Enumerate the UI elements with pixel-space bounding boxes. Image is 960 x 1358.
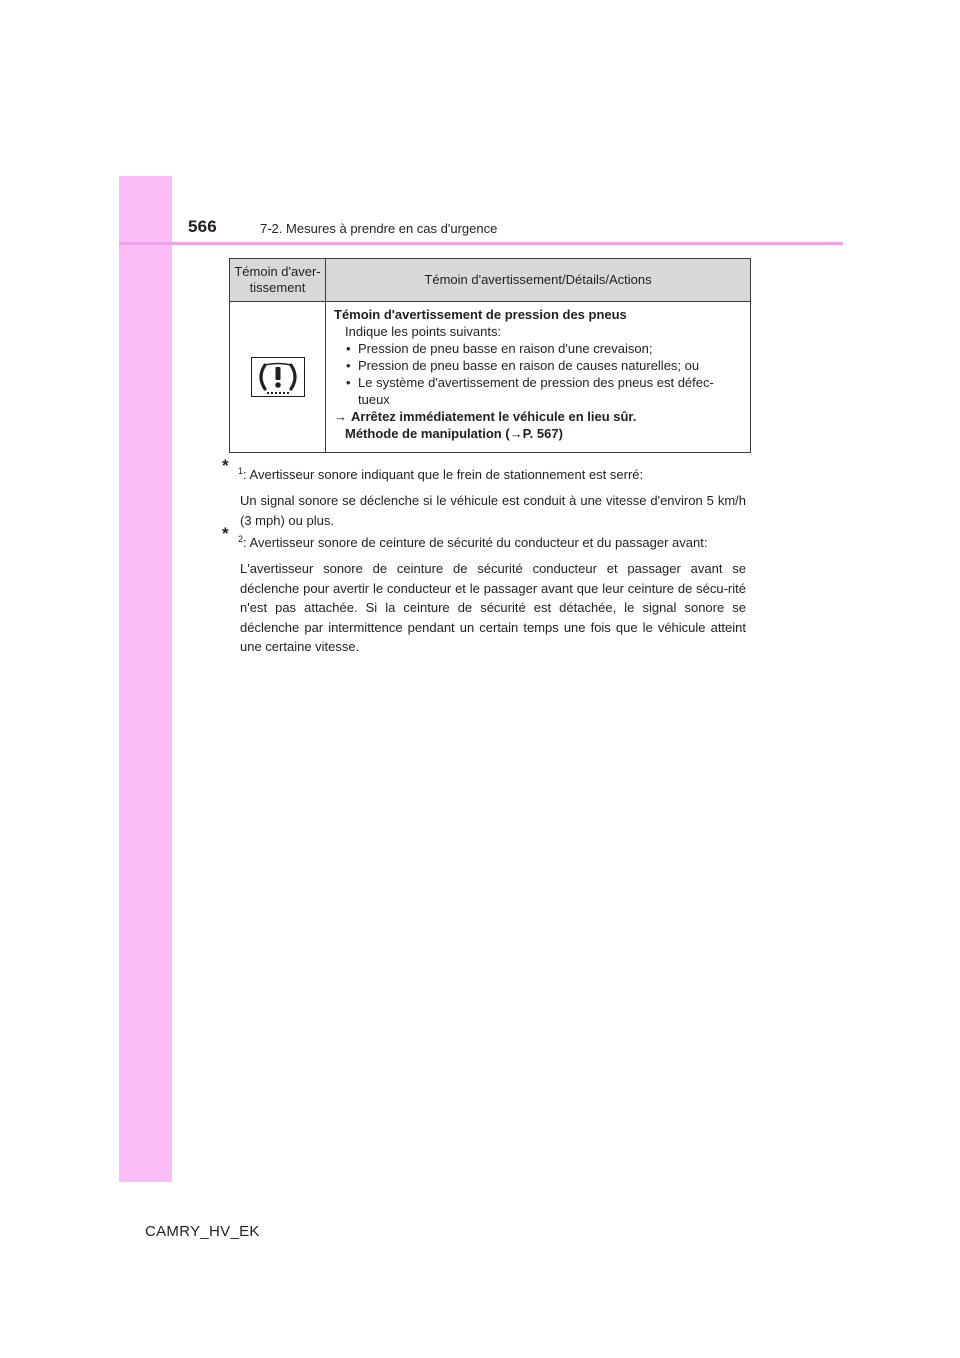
footer-model-code: CAMRY_HV_EK [145, 1223, 260, 1240]
tire-pressure-warning-icon [251, 357, 305, 397]
footnote-1 [222, 456, 746, 531]
action-text: → Arrêtez immédiatement le véhicule en lieu sûr. [334, 409, 637, 424]
bullet-continuation: tueux [358, 392, 390, 407]
asterisk-icon: * [222, 456, 229, 475]
asterisk-icon: * [222, 524, 229, 543]
arrow-icon: → [334, 409, 347, 424]
footnote-heading: * $^1$: Avertisseur sonore indiquant que le frein de stationnement est serré: [222, 456, 644, 482]
side-tab-bar [119, 176, 172, 1182]
bullet-item: • Pression de pneu basse en raison d'une crevaison; [346, 341, 653, 356]
header-rule [119, 242, 843, 245]
warning-intro: Indique les points suivants: [345, 324, 502, 339]
warning-title: Témoin d'avertissement de pression des pneus [334, 307, 627, 322]
description-cell [326, 302, 751, 453]
page-number: 566 [188, 217, 217, 236]
col-header-warning-light: Témoin d'aver-tissement [230, 259, 326, 302]
bullet-item: • Le système d'avertissement de pression des pneus est défec- [346, 375, 714, 390]
footnote-body: Un signal sonore se déclenche si le véhicule est conduit à une vitesse d'environ 5 km/h (3 mph) ou plus. [240, 493, 746, 528]
icon-cell [230, 302, 326, 453]
warning-light-table [229, 258, 751, 453]
footnote-2 [222, 524, 746, 657]
col-header-details: Témoin d'avertissement/Détails/Actions [326, 259, 751, 302]
table-row [230, 302, 751, 453]
table-header-row [230, 259, 751, 302]
footnote-body: L'avertisseur sonore de ceinture de sécurité conducteur et passager avant se déclenche pour avertir le conducteur et le passager avant que leur ceinture de sécu-rité n'est pas attachée. Si la ceinture de sécurité est détachée, le signal sonore se déclenche par intermittence pendant un certain temps une fois que le véhicule atteint une certaine vitesse. [240, 561, 746, 654]
footnote-heading: * $^2$: Avertisseur sonore de ceinture de sécurité du conducteur et du passager avant: [222, 524, 708, 550]
method-reference-link[interactable]: Méthode de manipulation (→P. 567) [345, 426, 563, 441]
bullet-item: • Pression de pneu basse en raison de causes naturelles; ou [346, 358, 700, 373]
section-title: 7-2. Mesures à prendre en cas d'urgence [260, 221, 498, 236]
